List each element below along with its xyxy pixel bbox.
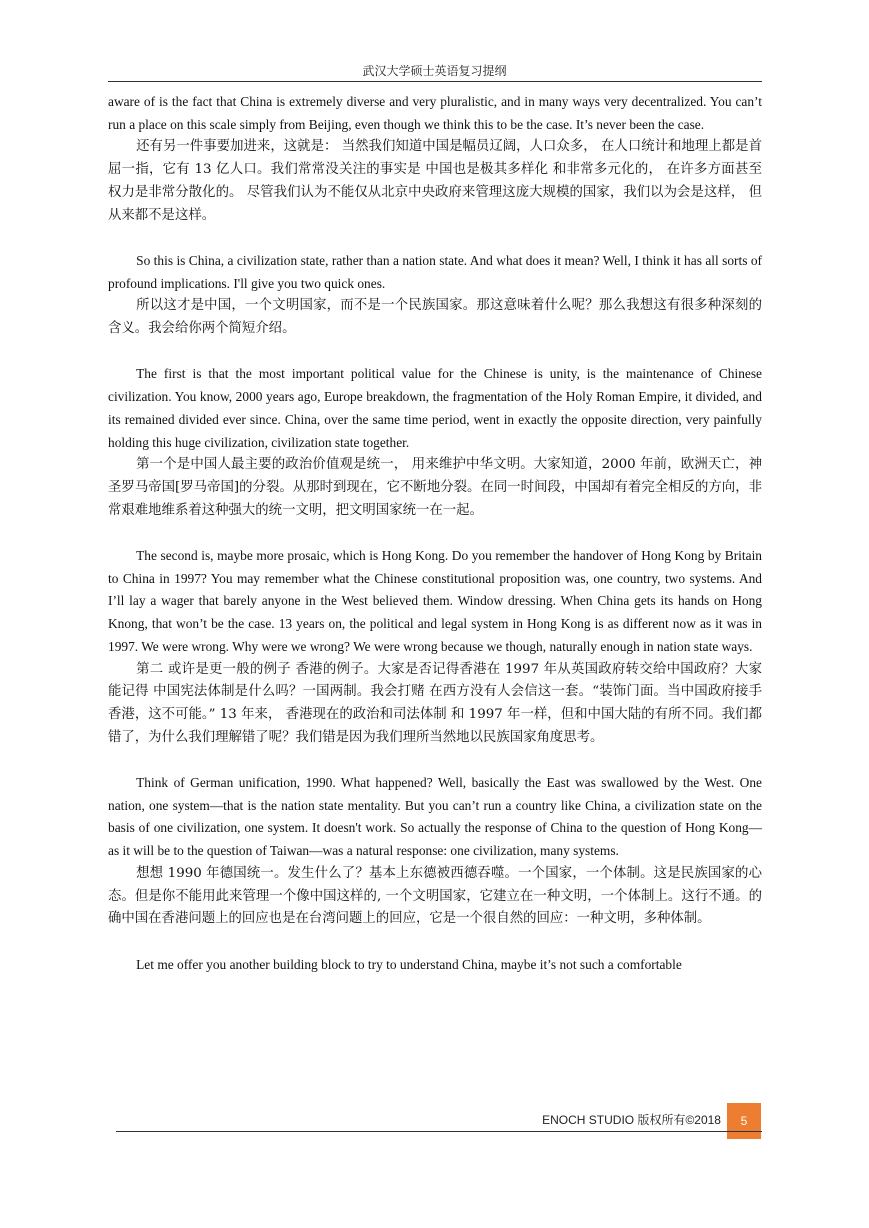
- paragraph-chinese: 想想 1990 年德国统一。发生什么了？基本上东德被西德吞噬。一个国家，一个体制。这是民族国家的心态。但是你不能用此来管理一个像中国这样的, 一个文明国家，它建立在一种文明，一个体制上。这行不通。的确中国在香港问题上的回应也是在台湾问题上的回应，它是一个很自然的回应：一种文明，多种体制。: [108, 865, 762, 927]
- page-header-title: 武汉大学硕士英语复习提纲: [362, 64, 507, 78]
- footer-copyright: ENOCH STUDIO 版权所有©2018: [542, 1113, 721, 1127]
- document-body: [108, 91, 762, 976]
- paragraph-english: Let me offer you another building block to try to understand China, maybe it’s not such a comfortable: [136, 956, 682, 972]
- footer-divider: [116, 1131, 762, 1132]
- paragraph-gap: [108, 341, 762, 364]
- paragraph-english: The second is, maybe more prosaic, which is Hong Kong. Do you remember the handover of Hong Kong by Britain to China in 1997? You may remember what the Chinese constitutional proposition was, one country, two systems. And I’ll lay a wager that barely anyone in the West believed them. Window dressing. When China gets its hands on Hong Knong, that won’t be the case. 13 years on, the political and legal system in Hong Kong is as different now as it was in 1997. We were wrong. Why were we wrong? We were wrong because we though, naturally enough in nation state ways.: [108, 548, 762, 654]
- paragraph-gap: [108, 522, 762, 545]
- paragraph-english: So this is China, a civilization state, rather than a nation state. And what does it mean? Well, I think it has all sorts of profound implications. I'll give you two quick ones.: [108, 252, 762, 291]
- page-number-badge: [727, 1103, 761, 1139]
- header-divider: [108, 81, 762, 82]
- paragraph-english: aware of is the fact that China is extremely diverse and very pluralistic, and in many ways very decentralized. You can’t run a place on this scale simply from Beijing, even though we think this to be the case. It’s never been the case.: [108, 94, 762, 132]
- paragraph-english: The first is that the most important political value for the Chinese is unity, is the maintenance of Chinese civilization. You know, 2000 years ago, Europe breakdown, the fragmentation of the Holy Roman Empire, it divided, and its remained divided ever since. China, over the same time period, went in exactly the opposite direction, very painfully holding this huge civilization, civilization state together.: [108, 366, 762, 450]
- paragraph-gap: [108, 227, 762, 250]
- paragraph-english: Think of German unification, 1990. What happened? Well, basically the East was swallowed by the West. One nation, one system—that is the nation state mentality. But you can’t run a country like China, a civilization state on the basis of one civilization, one system. It doesn't work. So actually the response of China to the question of Hong Kong—as it will be to the question of Taiwan—was a natural response: one civilization, many systems.: [108, 775, 762, 859]
- paragraph-chinese: 还有另一件事要加进来，这就是： 当然我们知道中国是幅员辽阔，人口众多， 在人口统计和地理上都是首屈一指，它有 13 亿人口。我们常常没关注的事实是 中国也是极其多样化 和非常多元化的， 在许多方面甚至权力是非常分散化的。 尽管我们认为不能仅从北京中央政府来管理这庞大规模的国家，我们以为会是这样， 但从来都不是这样。: [108, 139, 762, 223]
- paragraph-gap: [108, 749, 762, 772]
- paragraph-chinese: 第二 或许是更一般的例子 香港的例子。大家是否记得香港在 1997 年从英国政府转交给中国政府？大家能记得 中国宪法体制是什么吗？一国两制。我会打赌 在西方没有人会信这一套。“装饰门面。当中国政府接手香港，这不可能。” 13 年来， 香港现在的政治和司法体制 和 1997 年一样，但和中国大陆的有所不同。我们都错了，为什么我们理解错了呢？我们错是因为我们理所当然地以民族国家角度思考。: [108, 661, 762, 745]
- paragraph-gap: [108, 931, 762, 954]
- page-number: 5: [740, 1114, 748, 1128]
- paragraph-chinese: 第一个是中国人最主要的政治价值观是统一， 用来维护中华文明。大家知道，2000 年前，欧洲天亡，神圣罗马帝国[罗马帝国]的分裂。从那时到现在，它不断地分裂。在同一时间段，中国却有着完全相反的方向，非常艰难地维系着这种强大的统一文明，把文明国家统一在一起。: [108, 457, 762, 518]
- paragraph-chinese: 所以这才是中国，一个文明国家，而不是一个民族国家。那这意味着什么呢？那么我想这有很多种深刻的含义。我会给你两个简短介绍。: [108, 298, 762, 337]
